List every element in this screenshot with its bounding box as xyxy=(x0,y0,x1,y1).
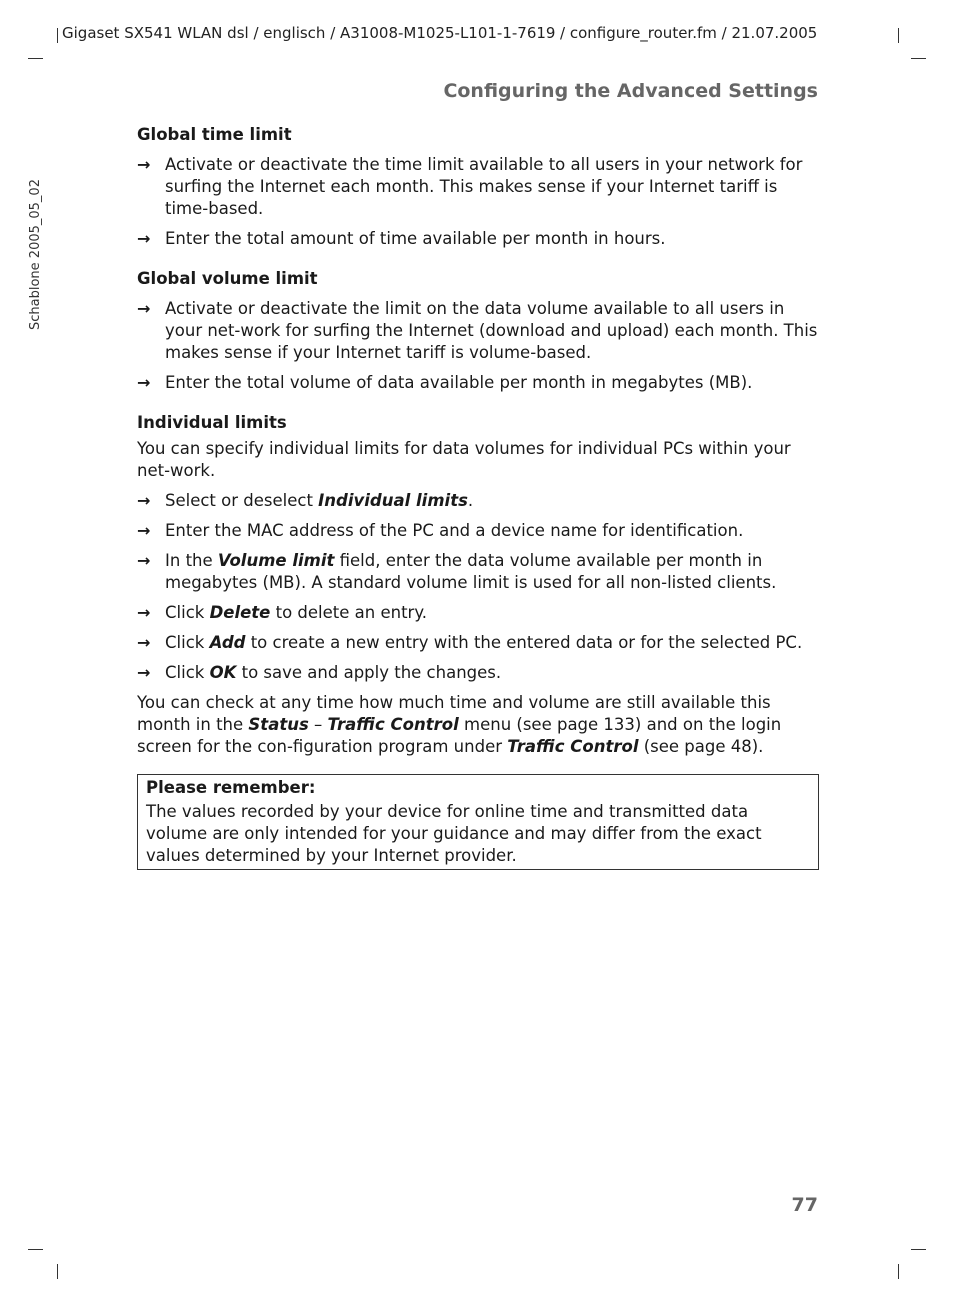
crop-mark xyxy=(898,28,899,43)
list-item: → Activate or deactivate the limit on the data volume available to all users in your net-work for surfing the Internet (download and upload) each month. This makes sense if your Internet tariff is volume-based. xyxy=(137,299,818,362)
note-body: The values recorded by your device for online time and transmitted data volume are only intended for your guidance and may differ from the exact values determined by your Internet provider. xyxy=(146,802,762,865)
crop-mark xyxy=(898,1264,899,1279)
crop-mark xyxy=(911,1249,926,1250)
header-left: Gigaset SX541 WLAN dsl / englisch / A31008-M1025-L101-1-7619 xyxy=(62,24,556,42)
section-title: Configuring the Advanced Settings xyxy=(443,80,818,102)
heading-global-volume: Global volume limit xyxy=(137,269,318,288)
arrow-icon: → xyxy=(137,299,149,318)
arrow-icon: → xyxy=(137,551,149,570)
crop-mark xyxy=(57,1264,58,1279)
arrow-icon: → xyxy=(137,521,149,540)
list-item: → Enter the total amount of time available per month in hours. xyxy=(137,229,666,248)
arrow-icon: → xyxy=(137,229,149,248)
individual-intro: You can specify individual limits for data volumes for individual PCs within your net-work. xyxy=(137,439,791,480)
crop-mark xyxy=(28,1249,43,1250)
arrow-icon: → xyxy=(137,603,149,622)
list-item: → Click Add to create a new entry with the entered data or for the selected PC. xyxy=(137,633,803,652)
list-item: → Click OK to save and apply the changes. xyxy=(137,663,502,682)
heading-global-time: Global time limit xyxy=(137,125,292,144)
note-box xyxy=(137,774,819,870)
note-title: Please remember: xyxy=(146,778,316,797)
arrow-icon: → xyxy=(137,663,149,682)
crop-mark xyxy=(57,28,58,43)
arrow-icon: → xyxy=(137,491,149,510)
arrow-icon: → xyxy=(137,633,149,652)
list-item: → In the Volume limit field, enter the data volume available per month in megabytes (MB). A standard volume limit is used for all non-listed clients. xyxy=(137,551,777,592)
page-content xyxy=(137,124,819,870)
list-item: → Activate or deactivate the time limit available to all users in your network for surfing the Internet each month. This makes sense if your Internet tariff is time-based. xyxy=(137,155,803,218)
list-item: → Enter the MAC address of the PC and a device name for identification. xyxy=(137,521,744,540)
arrow-icon: → xyxy=(137,373,149,392)
list-item: → Click Delete to delete an entry. xyxy=(137,603,427,622)
list-item: → Select or deselect Individual limits. xyxy=(137,491,474,510)
crop-mark xyxy=(28,58,43,59)
closing-paragraph: You can check at any time how much time and volume are still available this month in the Status – Traffic Control menu (see page 133) and on the login screen for the con-figuration program under Traffic Control (see page 48). xyxy=(137,693,782,756)
list-item: → Enter the total volume of data available per month in megabytes (MB). xyxy=(137,373,753,392)
heading-individual: Individual limits xyxy=(137,413,287,432)
crop-mark xyxy=(911,58,926,59)
arrow-icon: → xyxy=(137,155,149,174)
side-label: Schablone 2005_05_02 xyxy=(28,179,43,330)
page-number: 77 xyxy=(791,1194,818,1216)
header-right: / configure_router.fm / 21.07.2005 xyxy=(560,24,818,42)
